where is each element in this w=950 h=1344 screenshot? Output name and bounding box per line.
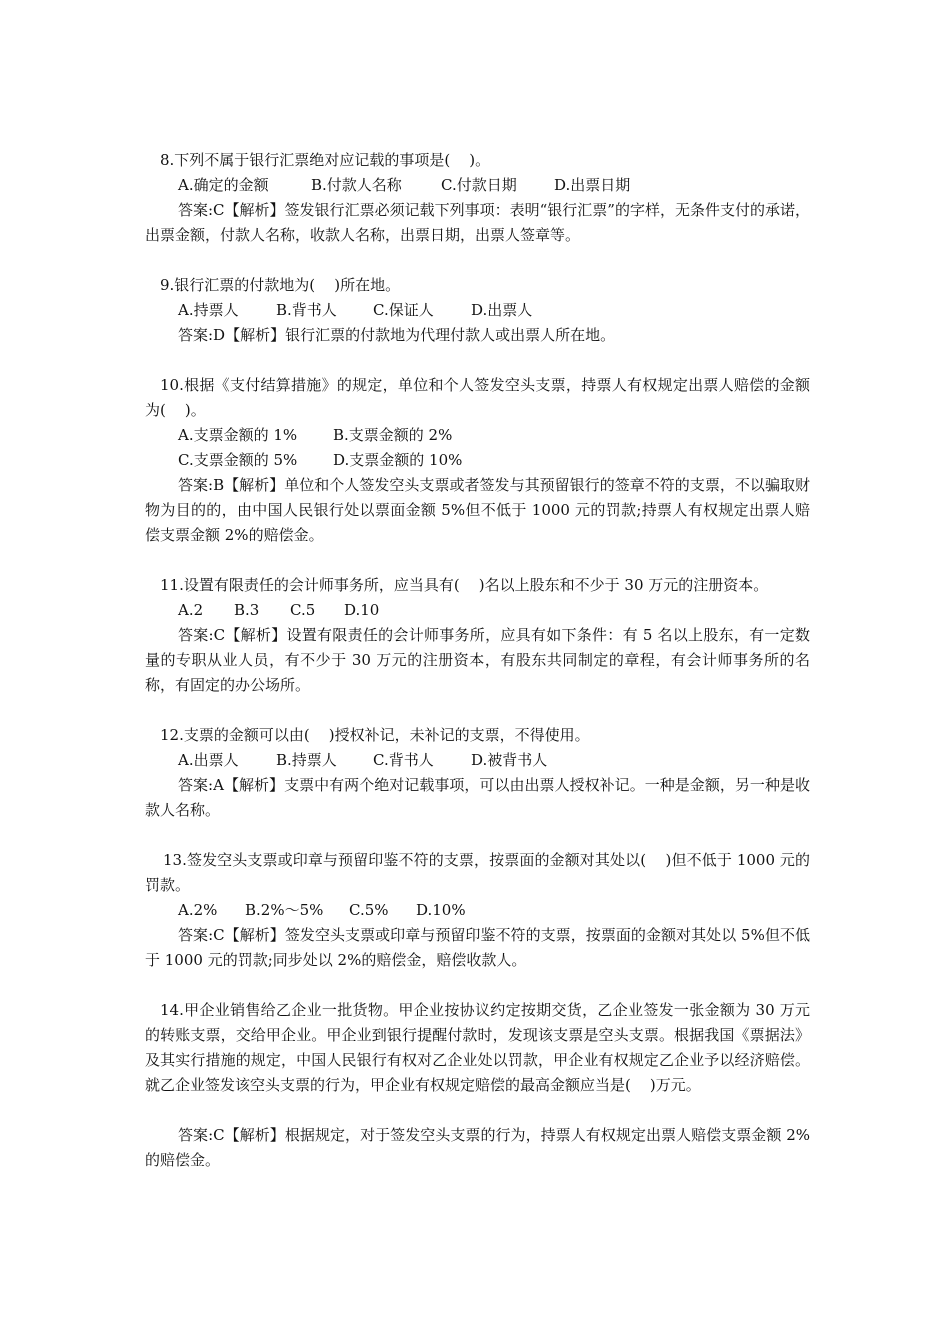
option-d: D.被背书人	[471, 751, 548, 769]
option-b: B.支票金额的 2%	[333, 426, 453, 444]
answer-text: 答案:C【解析】设置有限责任的会计师事务所，应具有如下条件：有 5 名以上股东，有一定数量的专职从业人员，有不少于 30 万元的注册资本，有股东共同制定的章程，有会计师事务所的名称，有固定的办公场所。	[145, 626, 810, 694]
option-b: B.持票人	[276, 751, 337, 769]
option-a: A.出票人	[178, 751, 239, 769]
question-11	[145, 573, 810, 698]
answer-text: 答案:D【解析】银行汇票的付款地为代理付款人或出票人所在地。	[178, 326, 616, 344]
option-c: C.保证人	[373, 301, 434, 319]
option-c: C.5	[290, 601, 316, 619]
option-b: B.付款人名称	[311, 176, 402, 194]
options-line	[145, 448, 810, 473]
option-a: A.确定的金额	[178, 176, 269, 194]
option-c: C.支票金额的 5%	[178, 451, 298, 469]
spacer	[145, 548, 810, 573]
option-b: B.2%～5%	[245, 901, 324, 919]
question-stem: 11.设置有限责任的会计师事务所，应当具有( )名以上股东和不少于 30 万元的注册资本。	[160, 576, 769, 594]
option-a: A.2%	[178, 901, 218, 919]
question-13	[145, 848, 810, 973]
options-line	[145, 748, 810, 773]
option-a: A.支票金额的 1%	[178, 426, 298, 444]
question-stem: 9.银行汇票的付款地为( )所在地。	[160, 276, 401, 294]
option-d: D.支票金额的 10%	[333, 451, 463, 469]
option-d: D.出票日期	[554, 176, 631, 194]
spacer	[145, 698, 810, 723]
option-d: D.出票人	[471, 301, 533, 319]
options-line	[145, 173, 810, 198]
spacer	[145, 248, 810, 273]
option-c: C.5%	[349, 901, 389, 919]
option-d: D.10%	[416, 901, 466, 919]
answer-text: 答案:B【解析】单位和个人签发空头支票或者签发与其预留银行的签章不符的支票，不以骗取财物为目的的，由中国人民银行处以票面金额 5%但不低于 1000 元的罚款;持票人有权规定出票人赔偿支票金额 2%的赔偿金。	[145, 476, 810, 544]
option-a: A.持票人	[178, 301, 239, 319]
option-d: D.10	[344, 601, 380, 619]
question-9	[145, 273, 810, 348]
option-b: B.背书人	[276, 301, 337, 319]
option-a: A.2	[178, 601, 204, 619]
question-10	[145, 373, 810, 548]
option-c: C.付款日期	[441, 176, 517, 194]
options-line	[145, 898, 810, 923]
question-stem: 14.甲企业销售给乙企业一批货物。甲企业按协议约定按期交货，乙企业签发一张金额为 30 万元的转账支票，交给甲企业。甲企业到银行提醒付款时，发现该支票是空头支票。根据我国《票据法》及其实行措施的规定，中国人民银行有权对乙企业处以罚款，甲企业有权规定乙企业予以经济赔偿。就乙企业签发该空头支票的行为，甲企业有权规定赔偿的最高金额应当是( )万元。	[145, 1001, 810, 1094]
options-line	[145, 423, 810, 448]
options-line	[145, 298, 810, 323]
spacer	[145, 1098, 810, 1123]
spacer	[145, 823, 810, 848]
question-stem: 8.下列不属于银行汇票绝对应记载的事项是( )。	[160, 151, 491, 169]
question-12	[145, 723, 810, 823]
options-line	[145, 598, 810, 623]
option-b: B.3	[234, 601, 260, 619]
option-c: C.背书人	[373, 751, 434, 769]
question-list	[145, 148, 810, 1173]
question-14	[145, 998, 810, 1173]
spacer	[145, 973, 810, 998]
question-stem: 13.签发空头支票或印章与预留印鉴不符的支票，按票面的金额对其处以( )但不低于 1000 元的罚款。	[145, 851, 810, 894]
answer-text: 答案:C【解析】签发空头支票或印章与预留印鉴不符的支票，按票面的金额对其处以 5%但不低于 1000 元的罚款;同步处以 2%的赔偿金，赔偿收款人。	[145, 926, 810, 969]
answer-text: 答案:C【解析】根据规定，对于签发空头支票的行为，持票人有权规定出票人赔偿支票金额 2%的赔偿金。	[145, 1126, 810, 1169]
spacer	[145, 348, 810, 373]
answer-text: 答案:A【解析】支票中有两个绝对记载事项，可以由出票人授权补记。一种是金额，另一种是收款人名称。	[145, 776, 810, 819]
question-stem: 10.根据《支付结算措施》的规定，单位和个人签发空头支票，持票人有权规定出票人赔偿的金额为( )。	[145, 376, 810, 419]
question-8	[145, 148, 810, 248]
answer-text: 答案:C【解析】签发银行汇票必须记载下列事项：表明“银行汇票”的字样，无条件支付的承诺，出票金额，付款人名称，收款人名称，出票日期，出票人签章等。	[145, 201, 810, 244]
question-stem: 12.支票的金额可以由( )授权补记，未补记的支票，不得使用。	[160, 726, 590, 744]
